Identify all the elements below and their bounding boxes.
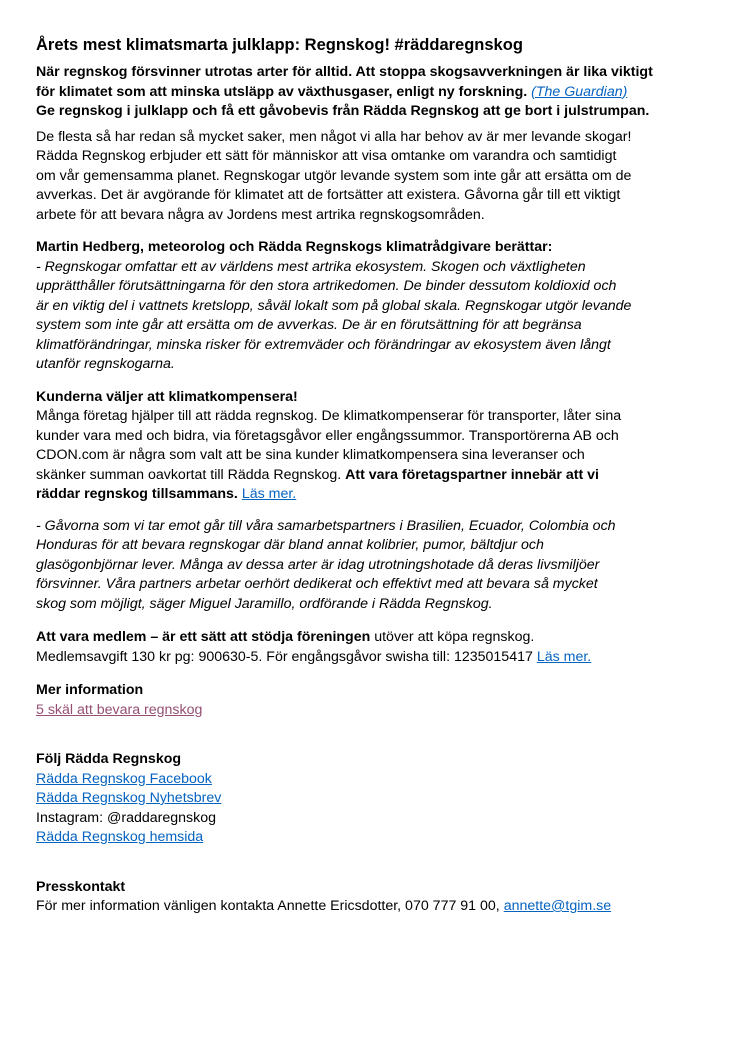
newsletter-link[interactable]: Rädda Regnskog Nyhetsbrev	[36, 790, 222, 806]
intro-line: Rädda Regnskog erbjuder ett sätt för människor att visa omtanke om varandra och samtidigt	[36, 148, 617, 164]
press-contact-text: För mer information vänligen kontakta Annette Ericsdotter, 070 777 91 00,	[36, 898, 504, 914]
section-heading: Mer information	[36, 682, 144, 698]
section-heading: Presskontakt	[36, 878, 126, 895]
membership-read-more-link[interactable]: Läs mer.	[536, 648, 592, 665]
quote-line: klimatförändringar, minska risker för extremväder och förändringar av ekosystem även långt	[36, 336, 611, 353]
membership-section	[36, 628, 716, 667]
lead-line	[36, 83, 716, 103]
quote-line: glasögonbjörnar lever. Många av dessa arter är idag utrotningshotade då deras livsmiljöer	[36, 556, 600, 573]
customers-line: kunder vara med och bidra, via företagsgåvor eller engångssummor. Transportörerna AB och	[36, 427, 619, 444]
quote-line: upprätthåller förutsättningarna för den stora artrikedomen. De binder dessutom koldioxid och	[36, 278, 617, 294]
intro-line: avverkas. Det är avgörande för klimatet att de fortsätter att existera. Gåvorna går till ett viktigt	[36, 187, 621, 203]
membership-text: utöver att köpa regnskog.	[370, 629, 535, 645]
lead-line: Ge regnskog i julklapp och få ett gåvobevis från Rädda Regnskog att ge bort i julstrumpan.	[36, 103, 650, 119]
quote-line: - Regnskogar omfattar ett av världens mest artrika ekosystem. Skogen och växtligheten	[36, 258, 586, 275]
quote-line: utanför regnskogarna.	[36, 356, 175, 372]
page-title: Årets mest klimatsmarta julklapp: Regnskog! #räddaregnskog	[36, 36, 523, 54]
partner-statement: Att vara företagspartner innebär att vi	[345, 466, 599, 483]
customers-text: skänker summan oavkortat till Rädda Regnskog.	[36, 466, 346, 483]
press-email-link[interactable]: annette@tgim.se	[503, 898, 612, 914]
section-heading: Martin Hedberg, meteorolog och Rädda Regnskogs klimatrådgivare berättar:	[36, 239, 553, 255]
section-heading: Följ Rädda Regnskog	[36, 751, 182, 767]
quote-line: försvinner. Våra partners arbetar oerhört dedikerat och effektivt med att bevara så mycket	[36, 576, 598, 592]
press-contact-section	[36, 878, 716, 917]
quote-line: är en viktig del i vattnets kretslopp, såväl lokalt som på global skala. Regnskogar utgör levande	[36, 297, 632, 314]
more-info-section	[36, 681, 716, 720]
press-release	[36, 34, 716, 917]
membership-fee-text: Medlemsavgift 130 kr pg: 900630-5. För engångsgåvor swisha till: 1235015417	[36, 648, 537, 665]
facebook-link[interactable]: Rädda Regnskog Facebook	[36, 770, 212, 787]
meteorologist-quote-section	[36, 238, 716, 375]
partners-quote	[36, 517, 716, 615]
website-link[interactable]: Rädda Regnskog hemsida	[36, 829, 204, 845]
guardian-source-link[interactable]: (The Guardian)	[531, 83, 628, 100]
quote-line: - Gåvorna som vi tar emot går till våra samarbetspartners i Brasilien, Ecuador, Colombia och	[36, 517, 616, 534]
lead-line-text: för klimatet som att minska utsläpp av växthusgaser, enligt ny forskning.	[36, 83, 532, 100]
intro-paragraph	[36, 128, 716, 226]
customers-line	[36, 485, 716, 505]
quote-line: Honduras för att bevara regnskogar där bland annat kolibrier, pumor, bältdjur och	[36, 537, 544, 553]
press-contact-line	[36, 897, 716, 917]
customers-line: CDON.com är några som valt att be sina kunder klimatkompensera sina leveranser och	[36, 447, 585, 463]
quote-line: system som inte går att ersätta om de avverkas. De är en förutsättning för att begränsa	[36, 317, 582, 333]
lead-line: När regnskog försvinner utrotas arter för alltid. Att stoppa skogsavverkningen är lika viktigt	[36, 64, 653, 80]
intro-line: De flesta så har redan så mycket saker, men något vi alla har behov av är mer levande skogar!	[36, 128, 632, 145]
customers-section	[36, 388, 716, 505]
intro-line: om vår gemensamma planet. Regnskogar utgör levande system som inte går att ersätta om de	[36, 167, 632, 184]
intro-line: arbete för att bevara några av Jordens mest artrika regnskogsområden.	[36, 206, 485, 223]
section-heading: Kunderna väljer att klimatkompensera!	[36, 388, 298, 405]
lead-paragraph	[36, 63, 716, 122]
follow-section	[36, 750, 716, 848]
customers-line: Många företag hjälper till att rädda regnskog. De klimatkompenserar för transporter, låter sina	[36, 408, 622, 424]
partner-statement: räddar regnskog tillsammans.	[36, 486, 238, 502]
instagram-handle: Instagram: @raddaregnskog	[36, 809, 217, 826]
membership-line	[36, 628, 716, 648]
quote-line: skog som möjligt, säger Miguel Jaramillo, ordförande i Rädda Regnskog.	[36, 595, 493, 612]
membership-bold: Att vara medlem – är ett sätt att stödja föreningen	[36, 629, 371, 645]
customers-line	[36, 466, 716, 486]
membership-line	[36, 648, 716, 668]
five-reasons-link[interactable]: 5 skäl att bevara regnskog	[36, 701, 203, 718]
partner-read-more-link[interactable]: Läs mer.	[241, 486, 297, 502]
